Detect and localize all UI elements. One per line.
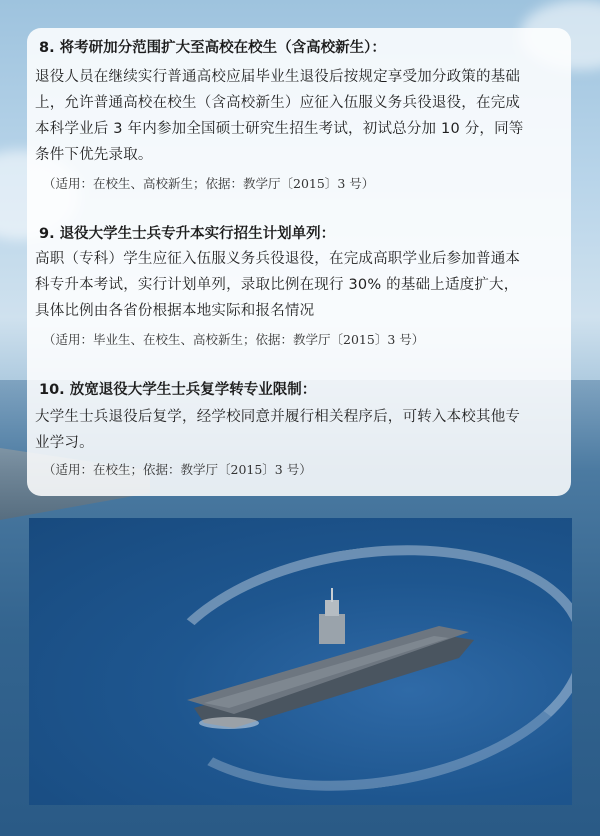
section-9-line: 高职（专科）学生应征入伍服义务兵役退役，在完成高职学业后参加普通本 bbox=[35, 251, 521, 267]
section-8-line: 本科学业后 3 年内参加全国硕士研究生招生考试，初试总分加 10 分，同等 bbox=[35, 121, 524, 137]
section-10-line: 大学生士兵退役后复学，经学校同意并履行相关程序后，可转入本校其他专 bbox=[35, 409, 521, 425]
section-9-line: 具体比例由各省份根据本地实际和报名情况 bbox=[35, 303, 315, 319]
section-9-body bbox=[35, 246, 563, 324]
section-8-line: 上，允许普通高校在校生（含高校新生）应征入伍服义务兵役退役，在完成 bbox=[35, 95, 521, 111]
section-8-line: 条件下优先录取。 bbox=[35, 147, 153, 163]
section-8-line: 退役人员在继续实行普通高校应届毕业生退役后按规定享受加分政策的基础 bbox=[35, 69, 521, 85]
section-9-line: 科专升本考试，实行计划单列，录取比例在现行 30% 的基础上适度扩大， bbox=[35, 277, 519, 293]
section-10-line: 业学习。 bbox=[35, 435, 94, 451]
aircraft-carrier-photo bbox=[29, 518, 572, 805]
section-9-heading: 9. 退役大学生士兵专升本实行招生计划单列： bbox=[39, 226, 336, 242]
section-8-heading: 8. 将考研加分范围扩大至高校在校生（含高校新生）： bbox=[39, 40, 386, 56]
policy-card bbox=[27, 28, 571, 496]
section-8-source: （适用：在校生、高校新生；依据：教学厅〔2015〕3 号） bbox=[43, 176, 375, 191]
section-10-body bbox=[35, 404, 563, 456]
section-8-body bbox=[35, 64, 563, 168]
section-10-heading: 10. 放宽退役大学生士兵复学转专业限制： bbox=[39, 382, 317, 398]
aircraft-carrier-illustration bbox=[29, 518, 572, 805]
section-9-source: （适用：毕业生、在校生、高校新生；依据：教学厅〔2015〕3 号） bbox=[43, 332, 425, 347]
section-10-source: （适用：在校生；依据：教学厅〔2015〕3 号） bbox=[43, 462, 312, 477]
